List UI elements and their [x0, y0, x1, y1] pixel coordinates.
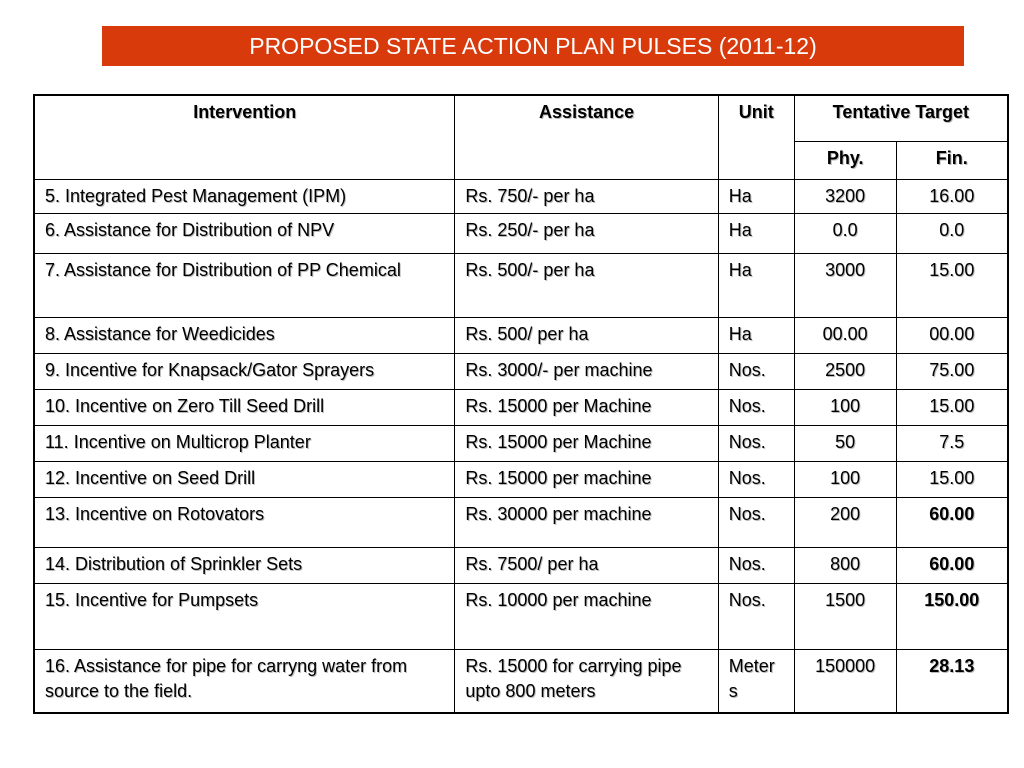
cell-fin: 16.00 — [896, 179, 1008, 213]
cell-intervention: 8. Assistance for Weedicides — [34, 317, 455, 353]
cell-unit: Meters — [718, 649, 794, 713]
table-row — [34, 213, 1008, 253]
table-row — [34, 425, 1008, 461]
cell-intervention: 5. Integrated Pest Management (IPM) — [34, 179, 455, 213]
cell-assistance: Rs. 15000 per Machine — [455, 425, 718, 461]
cell-phy: 100 — [794, 461, 896, 497]
cell-unit: Nos. — [718, 425, 794, 461]
cell-unit: Nos. — [718, 389, 794, 425]
cell-fin: 60.00 — [896, 497, 1008, 547]
cell-unit: Nos. — [718, 547, 794, 583]
cell-assistance: Rs. 15000 per machine — [455, 461, 718, 497]
cell-phy: 200 — [794, 497, 896, 547]
table-row — [34, 353, 1008, 389]
title-banner — [102, 26, 964, 66]
header-fin: Fin. — [896, 141, 1008, 179]
cell-assistance: Rs. 30000 per machine — [455, 497, 718, 547]
cell-intervention: 15. Incentive for Pumpsets — [34, 583, 455, 649]
cell-assistance: Rs. 250/- per ha — [455, 213, 718, 253]
cell-unit: Ha — [718, 179, 794, 213]
cell-unit: Nos. — [718, 461, 794, 497]
table-row — [34, 317, 1008, 353]
cell-intervention: 11. Incentive on Multicrop Planter — [34, 425, 455, 461]
cell-intervention: 12. Incentive on Seed Drill — [34, 461, 455, 497]
cell-fin: 0.0 — [896, 213, 1008, 253]
cell-fin: 150.00 — [896, 583, 1008, 649]
cell-fin: 28.13 — [896, 649, 1008, 713]
action-plan-table — [33, 94, 1009, 714]
header-phy: Phy. — [794, 141, 896, 179]
page-title: PROPOSED STATE ACTION PLAN PULSES (2011-12) — [249, 32, 817, 59]
cell-unit: Ha — [718, 253, 794, 317]
header-assistance: Assistance — [455, 95, 718, 179]
cell-phy: 150000 — [794, 649, 896, 713]
cell-fin: 00.00 — [896, 317, 1008, 353]
cell-phy: 100 — [794, 389, 896, 425]
cell-phy: 1500 — [794, 583, 896, 649]
header-tentative-target: Tentative Target — [794, 95, 1008, 141]
cell-intervention: 14. Distribution of Sprinkler Sets — [34, 547, 455, 583]
cell-fin: 15.00 — [896, 389, 1008, 425]
cell-fin: 15.00 — [896, 461, 1008, 497]
cell-fin: 60.00 — [896, 547, 1008, 583]
cell-intervention: 7. Assistance for Distribution of PP Chemical — [34, 253, 455, 317]
cell-intervention: 13. Incentive on Rotovators — [34, 497, 455, 547]
table-row — [34, 389, 1008, 425]
cell-unit: Ha — [718, 317, 794, 353]
table-row — [34, 179, 1008, 213]
cell-fin: 75.00 — [896, 353, 1008, 389]
cell-assistance: Rs. 500/- per ha — [455, 253, 718, 317]
cell-assistance: Rs. 10000 per machine — [455, 583, 718, 649]
cell-assistance: Rs. 3000/- per machine — [455, 353, 718, 389]
cell-intervention: 9. Incentive for Knapsack/Gator Sprayers — [34, 353, 455, 389]
cell-phy: 3000 — [794, 253, 896, 317]
cell-unit: Nos. — [718, 353, 794, 389]
cell-phy: 3200 — [794, 179, 896, 213]
cell-phy: 800 — [794, 547, 896, 583]
cell-phy: 50 — [794, 425, 896, 461]
cell-phy: 2500 — [794, 353, 896, 389]
table-row — [34, 497, 1008, 547]
cell-assistance: Rs. 15000 for carrying pipe upto 800 meters — [455, 649, 718, 713]
cell-intervention: 6. Assistance for Distribution of NPV — [34, 213, 455, 253]
cell-intervention: 16. Assistance for pipe for carryng water from source to the field. — [34, 649, 455, 713]
cell-unit: Ha — [718, 213, 794, 253]
cell-intervention: 10. Incentive on Zero Till Seed Drill — [34, 389, 455, 425]
cell-phy: 0.0 — [794, 213, 896, 253]
table-row — [34, 461, 1008, 497]
cell-assistance: Rs. 750/- per ha — [455, 179, 718, 213]
header-intervention: Intervention — [34, 95, 455, 179]
cell-unit: Nos. — [718, 583, 794, 649]
cell-assistance: Rs. 500/ per ha — [455, 317, 718, 353]
cell-unit: Nos. — [718, 497, 794, 547]
cell-assistance: Rs. 15000 per Machine — [455, 389, 718, 425]
cell-phy: 00.00 — [794, 317, 896, 353]
table-row — [34, 583, 1008, 649]
table-row — [34, 547, 1008, 583]
cell-fin: 7.5 — [896, 425, 1008, 461]
table-row — [34, 253, 1008, 317]
cell-fin: 15.00 — [896, 253, 1008, 317]
cell-assistance: Rs. 7500/ per ha — [455, 547, 718, 583]
table-row — [34, 649, 1008, 713]
header-unit: Unit — [718, 95, 794, 179]
